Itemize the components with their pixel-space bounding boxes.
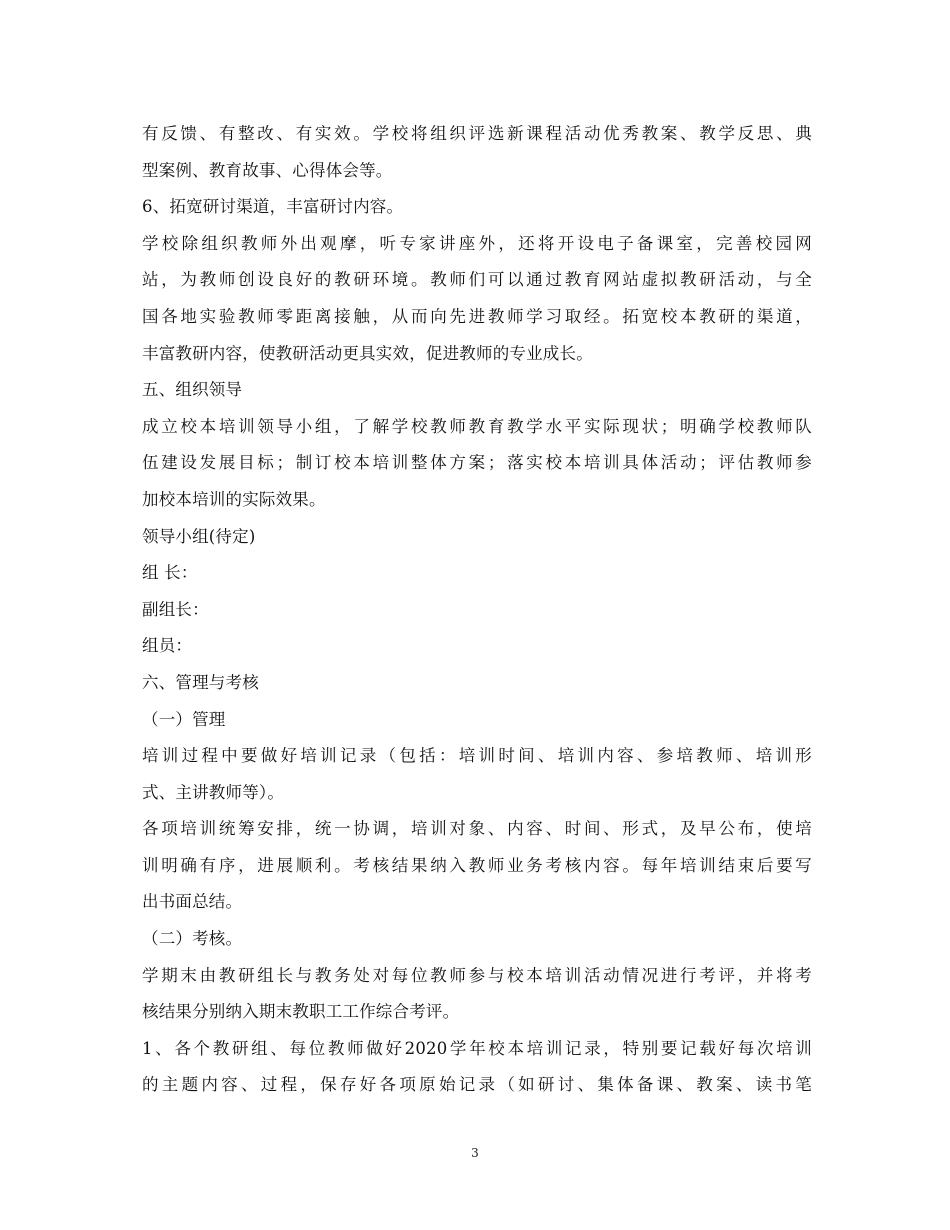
subsection-heading: （二）考核。 — [142, 929, 243, 949]
section-heading: 六、管理与考核 — [142, 672, 259, 692]
text-line: 丰富教研内容，使教研活动更具实效，促进教师的专业成长。 — [142, 343, 593, 363]
text-line: 有反馈、有整改、有实效。学校将组织评选新课程活动优秀教案、教学反思、典 — [142, 124, 812, 143]
document-body — [142, 116, 812, 1104]
page-number: 3 — [471, 1146, 479, 1160]
text-line: 组 长： — [142, 563, 198, 583]
text-line: 6、拓宽研讨渠道，丰富研讨内容。 — [142, 197, 404, 217]
text-line: 的主题内容、过程，保存好各项原始记录（如研讨、集体备课、教案、读书笔 — [142, 1075, 812, 1095]
text-line: 式、主讲教师等）。 — [142, 782, 285, 802]
text-line: 学校除组织教师外出观摩，听专家讲座外，还将开设电子备课室，完善校园网 — [142, 233, 812, 253]
text-line: 各项培训统筹安排，统一协调，培训对象、内容、时间、形式，及早公布，使培 — [142, 819, 812, 839]
text-line: 副组长： — [142, 599, 209, 619]
text-line: 成立校本培训领导小组，了解学校教师教育教学水平实际现状；明确学校教师队 — [142, 416, 812, 436]
text-line: 组员： — [142, 636, 193, 656]
text-line: 型案例、教育故事、心得体会等。 — [142, 160, 393, 180]
text-line: 国各地实验教师零距离接触，从而向先进教师学习取经。拓宽校本教研的渠道， — [142, 306, 812, 326]
text-line: 训明确有序，进展顺利。考核结果纳入教师业务考核内容。每年培训结束后要写 — [142, 855, 812, 875]
text-line: 出书面总结。 — [142, 892, 243, 912]
text-line: 学期末由教研组长与教务处对每位教师参与校本培训活动情况进行考评，并将考 — [142, 965, 812, 985]
text-line: 核结果分别纳入期末教职工工作综合考评。 — [142, 1002, 460, 1022]
text-line: 培训过程中要做好培训记录（包括：培训时间、培训内容、参培教师、培训形 — [142, 746, 812, 766]
text-line: 站，为教师创设良好的教研环境。教师们可以通过教育网站虚拟教研活动，与全 — [142, 270, 812, 290]
text-line: 伍建设发展目标；制订校本培训整体方案；落实校本培训具体活动；评估教师参 — [142, 453, 812, 473]
text-line: 加校本培训的实际效果。 — [142, 489, 326, 509]
text-line: 1、各个教研组、每位教师做好2020学年校本培训记录，特别要记载好每次培训 — [142, 1038, 812, 1058]
section-heading: 五、组织领导 — [142, 380, 243, 400]
text-line: 领导小组(待定) — [142, 526, 256, 546]
subsection-heading: （一）管理 — [142, 709, 226, 729]
